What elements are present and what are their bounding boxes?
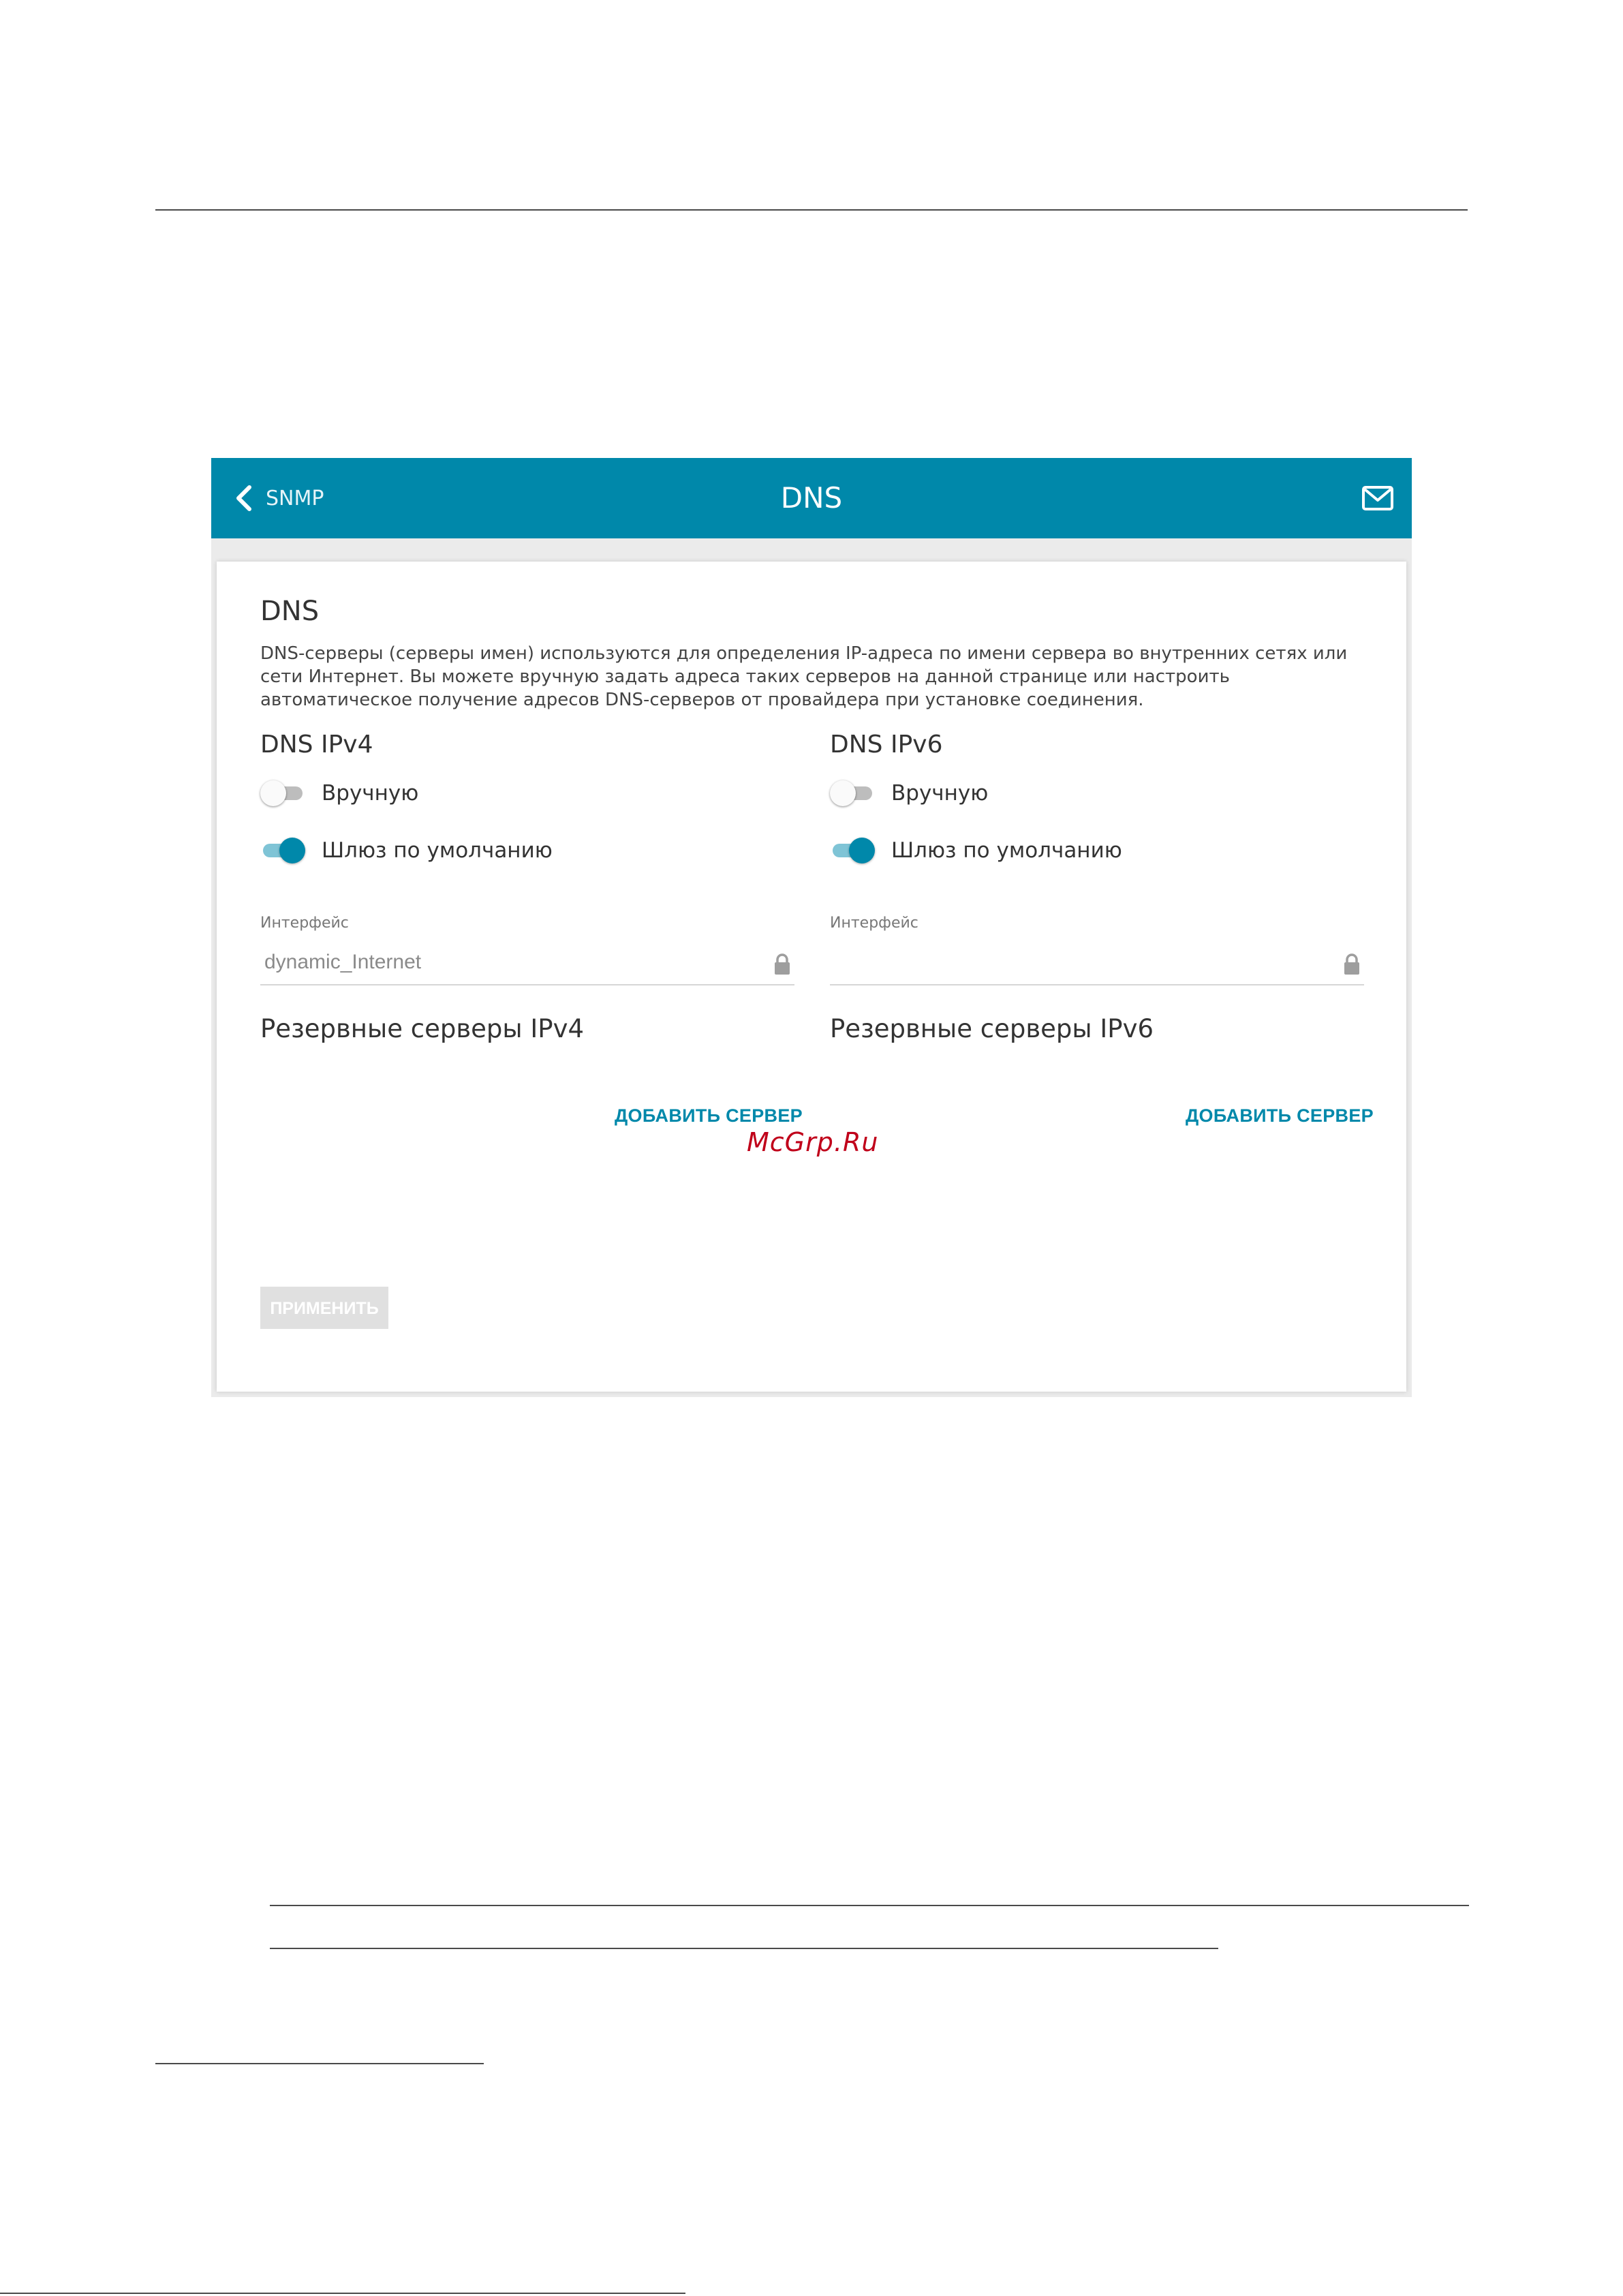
ipv6-interface-field xyxy=(830,915,1364,990)
footnote-separator xyxy=(155,2063,484,2064)
ipv6-add-server-button[interactable]: ДОБАВИТЬ СЕРВЕР xyxy=(1186,1105,1374,1126)
ipv4-manual-switch[interactable] xyxy=(260,780,305,807)
notifications-button[interactable] xyxy=(1361,484,1394,512)
ipv6-manual-switch[interactable] xyxy=(830,780,875,807)
page-title: DNS xyxy=(780,481,843,515)
router-web-ui xyxy=(211,458,1412,1397)
ipv4-default-gateway-toggle[interactable] xyxy=(260,837,553,864)
ipv6-interface-input[interactable] xyxy=(834,949,1325,976)
lock-icon xyxy=(1342,953,1361,976)
page-top-rule xyxy=(155,209,1468,211)
ipv4-add-server-button[interactable]: ДОБАВИТЬ СЕРВЕР xyxy=(615,1105,803,1126)
dns-section-title: DNS xyxy=(260,596,320,627)
ipv4-reserve-title: Резервные серверы IPv4 xyxy=(260,1014,585,1043)
ipv6-reserve-title: Резервные серверы IPv6 xyxy=(830,1014,1154,1043)
ipv4-manual-toggle[interactable] xyxy=(260,780,418,807)
ipv6-manual-toggle[interactable] xyxy=(830,780,988,807)
ipv6-default-gateway-label: Шлюз по умолчанию xyxy=(891,838,1122,863)
ipv4-default-gateway-switch[interactable] xyxy=(260,837,305,864)
chevron-left-icon xyxy=(234,485,252,512)
ipv4-manual-label: Вручную xyxy=(322,781,419,806)
ipv4-interface-input[interactable] xyxy=(264,949,755,976)
ipv6-manual-label: Вручную xyxy=(891,781,989,806)
ipv4-default-gateway-label: Шлюз по умолчанию xyxy=(322,838,553,863)
watermark: McGrp.Ru xyxy=(747,1127,879,1157)
lock-icon xyxy=(773,953,792,976)
footnote-line xyxy=(270,1905,1469,1906)
ipv6-title: DNS IPv6 xyxy=(830,731,943,759)
mail-icon xyxy=(1361,484,1394,512)
back-button[interactable] xyxy=(234,477,324,519)
back-label: SNMP xyxy=(266,486,324,510)
ipv6-default-gateway-switch[interactable] xyxy=(830,837,875,864)
dns-description: DNS-серверы (серверы имен) используются для определения IP-адреса по имени сервера во внутренних сетях или сети Интернет. Вы можете вручную задать адреса таких серверов на данной странице или настроить автоматическое получение адресов DNS-серверов от провайдера при установке соединения. xyxy=(260,643,1348,710)
ipv4-title: DNS IPv4 xyxy=(260,731,373,759)
apply-button[interactable]: ПРИМЕНИТЬ xyxy=(260,1287,388,1329)
footnote-line xyxy=(270,1948,1218,1949)
header-bar xyxy=(211,458,1412,538)
ipv4-interface-label: Интерфейс xyxy=(260,915,349,932)
ipv6-interface-underline xyxy=(830,984,1364,985)
ipv6-interface-label: Интерфейс xyxy=(830,915,918,932)
dns-settings-card xyxy=(217,562,1406,1392)
ipv4-interface-field xyxy=(260,915,794,990)
bottom-separator xyxy=(0,2293,685,2294)
ipv4-interface-underline xyxy=(260,984,794,985)
ipv6-default-gateway-toggle[interactable] xyxy=(830,837,1122,864)
